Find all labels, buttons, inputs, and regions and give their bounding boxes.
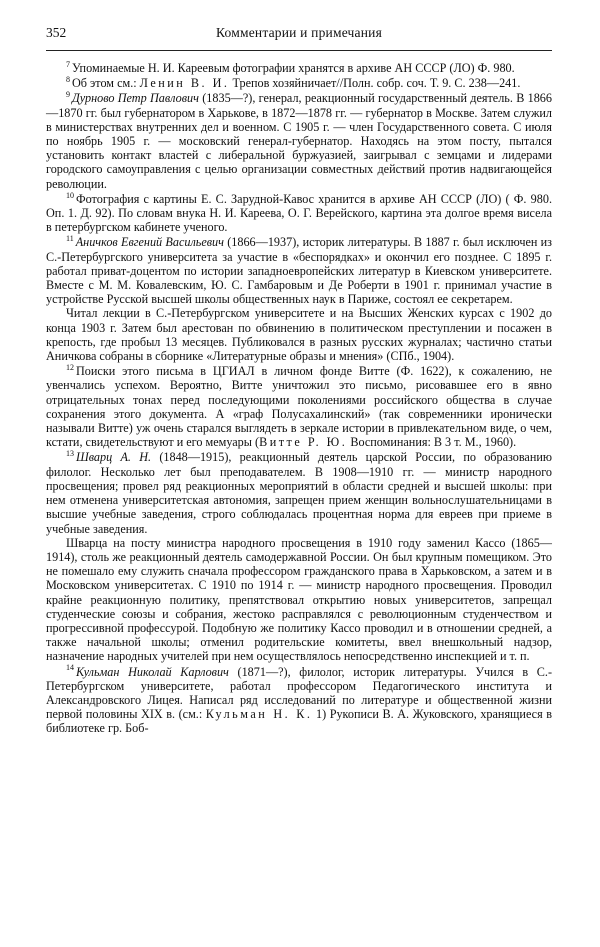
note-text: Воспоминания: В 3 т. М., 1960). [347, 435, 517, 450]
note-13 [46, 450, 552, 535]
note-12 [46, 364, 552, 449]
person-name: Дурново Петр Павлович [72, 91, 199, 106]
notes-body [46, 61, 552, 736]
note-text: Читал лекции в С.-Петербургском университете и на Высших Женских курсах с 1902 до конца 1903 г. Затем был арестован по обвинению в политическом преступлении и посажен в крепость, где пробыл 13 месяцев. Публиковался в разных русских журналах; частично статьи Аничкова собраны в сборнике «Литературные образы и мнения» (СПб., 1904). [46, 306, 552, 364]
note-text: (1866—1937), историк литературы. В 1887 г. был исключен из С.-Петербургского университета за участие в «беспорядках» и окончил его позднее. С 1895 г. работал приват-доцентом по истории западноевропейских литератур в Киевском университете. Вместе с М. М. Ковалевским, Ю. С. Гамбаровым и Де Роберти в 1901 г. принимал участие в устройстве Русской высшей школы общественных наук в Париже, состоял ее секретарем. [46, 235, 552, 307]
note-number: 9 [66, 90, 70, 100]
note-number: 7 [66, 59, 70, 69]
page-number: 352 [46, 25, 67, 40]
note-11 [46, 235, 552, 306]
note-13-continued [46, 536, 552, 664]
running-title: Комментарии и примечания [216, 25, 382, 40]
note-number: 11 [66, 234, 74, 244]
note-number: 10 [66, 190, 74, 200]
document-page [0, 18, 600, 947]
person-name: Кульман Николай Карлович [76, 664, 229, 679]
note-number: 14 [66, 663, 74, 673]
note-text: Трепов хозяйничает//Полн. собр. соч. Т. 9. С. 238—241. [229, 76, 521, 91]
note-10 [46, 192, 552, 235]
note-text: (1835—?), генерал, реакционный государственный деятель. В 1866—1870 гг. был губернатором в Харькове, в 1872—1878 гг. — губернатор в Москве. Затем служил в министерствах внутренних дел и военном. С 1905 г. — член Государственного совета. С июля по ноябрь 1905 г. — московский генерал-губернатор. Находясь на этом посту, пытался установить контакт властей с либеральной буржуазией, заигрывал с земцами и лидерами городского самоуправления с целью организации совместных действий против надвигающейся революции. [46, 91, 552, 191]
note-8 [46, 76, 552, 90]
note-11-continued [46, 306, 552, 363]
person-name: Аничков Евгений Васильевич [75, 235, 224, 250]
note-text: Фотография с картины Е. С. Зарудной-Кавос хранится в архиве АН СССР (ЛО) ( Ф. 980. Оп. 1. Д. 92). По словам внука Н. И. Кареева, О. Г. Верейского, картина эта долгое время висела в петербургском кабинете ученого. [46, 191, 552, 235]
note-14 [46, 665, 552, 736]
cited-author: Витте Р. Ю. [259, 435, 348, 450]
note-text: (1848—1915), реакционный деятель царской России, по образованию филолог. Несколько лет был преподавателем. В 1908—1910 гг. — министр народного просвещения; провел ряд реакционных мероприятий в области средней и высшей школы: при нем отменена университетская автономия, запрещен прием женщин вольнослушательницами в высшие учебные заведения, строго соблюдалась процентная норма для евреев при приеме в учебные заведения. [46, 450, 552, 536]
note-text: Упоминаемые Н. И. Кареевым фотографии хранятся в архиве АН СССР (ЛО) Ф. 980. [72, 61, 515, 75]
note-text: Шварца на посту министра народного просвещения в 1910 году заменил Кассо (1865—1914), столь же реакционный деятель самодержавной России. Он был крупным помещиком. Это не помешало ему служить сначала профессором гражданского права в Харьковском, а затем и в Московском университетах. С 1910 по 1914 г. — министр народного просвещения. Проводил крайне реакционную политику, препятствовал открытию новых университетов, запрещал студенческие союзы и собрания, жестоко расправлялся с революционным студенчеством и прогрессивной профессурой. Подобную же политику Кассо проводил и в отношении средней, а также начальной школы; отменил родительские комитеты, ввел внешкольный надзор, назначение народных учителей при нем осуществлялось непосредственно инспекцией и т. п. [46, 535, 552, 664]
note-number: 13 [66, 449, 74, 459]
note-7 [46, 61, 552, 75]
note-text: Поиски этого письма в ЦГИАЛ в личном фонде Витте (Ф. 1622), к сожалению, не увенчались успехом. Вероятно, Витте уничтожил это письмо, рисовавшее его в явно отрицательных тонах перед последующими поколениями российского общества в случае сохранения этого документа. А «граф Полусахалинский» (так современники иронически называли Витте) уж очень старался выглядеть в зеркале истории в привлекательном виде, о чем, кстати, свидетельствуют и его мемуары ( [46, 364, 552, 450]
person-name: Шварц А. Н. [76, 450, 152, 465]
note-number: 8 [66, 75, 70, 85]
note-text: (1871—?), филолог, историк литературы. Учился в С.-Петербургском университете, работал профессором Педагогического института и Александровского Лицея. Написал ряд исследований по литературе и общественной жизни первой половины XIX в. (см.: [46, 664, 553, 722]
note-text: 1) Рукописи В. А. Жуковского, хранящиеся в библиотеке гр. Боб- [46, 707, 552, 736]
note-text: Об этом см.: [72, 76, 140, 91]
cited-author: Ленин В. И. [139, 76, 230, 91]
note-number: 12 [66, 363, 74, 373]
running-header [46, 18, 552, 51]
cited-author: Кульман Н. К. [205, 707, 313, 722]
note-9 [46, 91, 552, 190]
